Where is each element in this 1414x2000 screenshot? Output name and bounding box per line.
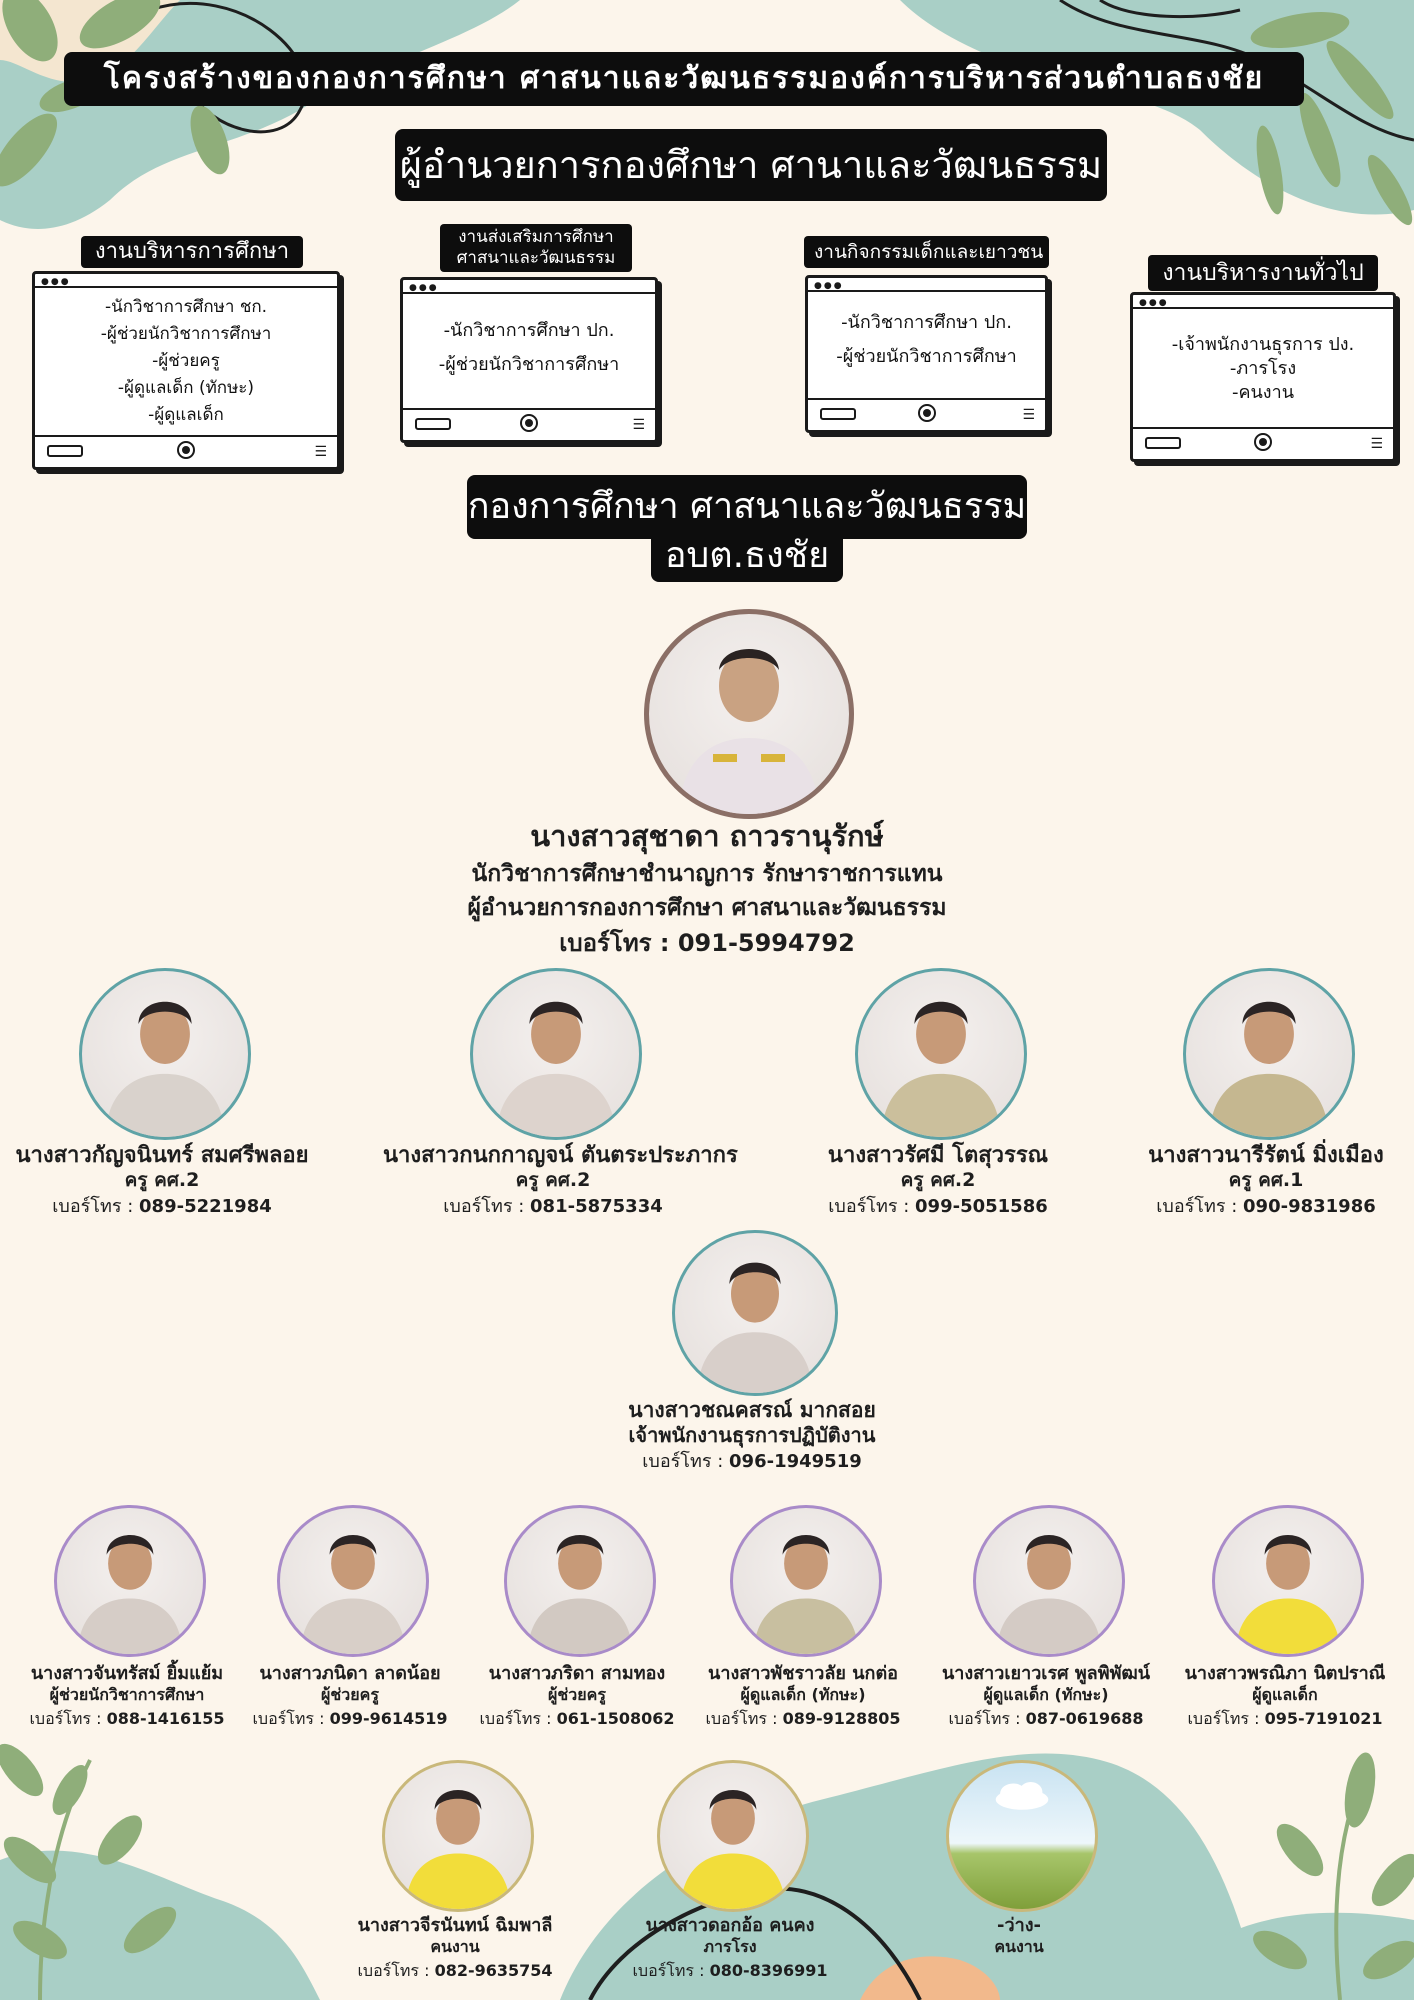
person-silhouette-icon	[473, 971, 639, 1137]
staff-name: นางสาวนารีรัตน์ มิ่งเมือง	[1148, 1143, 1384, 1168]
section-card-youth-activities: ●●● -นักวิชาการศึกษา ปก. -ผู้ช่วยนักวิชาการศึกษา ☰	[805, 275, 1048, 433]
section-line: -ผู้ดูแลเด็ก (ทักษะ)	[117, 378, 255, 398]
person-silhouette-icon	[649, 614, 849, 814]
director-phone	[407, 926, 1007, 960]
section-label: งานส่งเสริมการศึกษา ศาสนาและวัฒนธรรม	[440, 224, 632, 272]
staff-role: ผู้ช่วยครู	[548, 1685, 606, 1704]
section-label: งานกิจกรรมเด็กและเยาวชน	[804, 236, 1049, 268]
staff-role: ผู้ช่วยครู	[321, 1685, 379, 1704]
staff-photo	[470, 968, 642, 1140]
phone-label: เบอร์โทร :	[642, 1451, 724, 1472]
staff-name: นางสาวพัชราวลัย นกต่อ	[708, 1663, 898, 1684]
phone-label: เบอร์โทร :	[559, 929, 670, 957]
staff-role: ผู้ช่วยนักวิชาการศึกษา	[49, 1685, 205, 1704]
staff-role: ครู คศ.2	[124, 1169, 200, 1191]
phone-number: 082-9635754	[434, 1961, 553, 1980]
phone-label: เบอร์โทร :	[252, 1709, 325, 1728]
staff-name: นางสาวกนกกาญจน์ ตันตระประภากร	[383, 1143, 738, 1168]
staff-phone	[459, 1708, 695, 1730]
section-line: -คนงาน	[1231, 382, 1295, 403]
director-role: นักวิชาการศึกษาชำนาญการ รักษาราชการแทน	[471, 861, 943, 887]
phone-number: 089-5221984	[139, 1196, 272, 1217]
staff-role: ครู คศ.1	[1228, 1169, 1304, 1191]
section-label: งานบริหารงานทั่วไป	[1148, 255, 1378, 291]
staff-role: เจ้าพนักงานธุรการปฏิบัติงาน	[628, 1423, 876, 1447]
phone-label: เบอร์โทร :	[29, 1709, 102, 1728]
page-title: โครงสร้างของกองการศึกษา ศาสนาและวัฒนธรรมองค์การบริหารส่วนตำบลธงชัย	[64, 52, 1304, 106]
person-silhouette-icon	[976, 1508, 1122, 1654]
staff-phone	[337, 1960, 573, 1982]
division-title-sub: อบต.ธงชัย	[651, 532, 843, 582]
phone-label: เบอร์โทร :	[479, 1709, 552, 1728]
person-silhouette-icon	[660, 1763, 806, 1909]
staff-photo	[54, 1505, 206, 1657]
phone-number: 091-5994792	[677, 929, 855, 957]
staff-name: นางสาวดอกอ้อ คนคง	[645, 1915, 815, 1936]
section-line: -ผู้ช่วยนักวิชาการศึกษา	[100, 324, 272, 344]
person-silhouette-icon	[280, 1508, 426, 1654]
staff-role: คนงาน	[430, 1937, 480, 1956]
staff-phone	[232, 1708, 468, 1730]
staff-role: คนงาน	[994, 1937, 1044, 1956]
staff-photo	[1212, 1505, 1364, 1657]
staff-phone	[572, 1450, 932, 1474]
staff-phone	[768, 1195, 1108, 1219]
person-silhouette-icon	[385, 1763, 531, 1909]
section-card-general-admin: ●●● -เจ้าพนักงานธุรการ ปง. -ภารโรง -คนงาน ☰	[1130, 292, 1396, 462]
section-line: -เจ้าพนักงานธุรการ ปง.	[1171, 334, 1355, 355]
section-line: -ภารโรง	[1229, 358, 1297, 379]
director-role: ผู้อำนวยการกองการศึกษา ศาสนาและวัฒนธรรม	[467, 895, 947, 921]
staff-name: นางสาวภนิดา ลาดน้อย	[259, 1663, 441, 1684]
staff-phone	[685, 1708, 921, 1730]
staff-phone	[9, 1708, 245, 1730]
staff-name: นางสาวภริดา สามทอง	[488, 1663, 666, 1684]
phone-number: 088-1416155	[106, 1709, 225, 1728]
staff-phone	[1096, 1195, 1414, 1219]
phone-number: 095-7191021	[1264, 1709, 1383, 1728]
phone-number: 061-1508062	[556, 1709, 675, 1728]
staff-role: ครู คศ.2	[900, 1169, 976, 1191]
staff-role: ผู้ดูแลเด็ก	[1252, 1685, 1318, 1704]
person-silhouette-icon	[82, 971, 248, 1137]
phone-label: เบอร์โทร :	[443, 1196, 525, 1217]
section-line: -ผู้ช่วยนักวิชาการศึกษา	[836, 346, 1017, 367]
phone-label: เบอร์โทร :	[1187, 1709, 1260, 1728]
cloud-icon	[949, 1763, 1095, 1909]
staff-phone	[1167, 1708, 1403, 1730]
staff-photo	[657, 1760, 809, 1912]
person-silhouette-icon	[1215, 1508, 1361, 1654]
section-line: -นักวิชาการศึกษา ปก.	[841, 312, 1012, 333]
staff-name: นางสาวรัศมี โตสุวรรณ	[827, 1143, 1049, 1168]
phone-label: เบอร์โทร :	[357, 1961, 430, 1980]
phone-number: 087-0619688	[1025, 1709, 1144, 1728]
staff-photo	[946, 1760, 1098, 1912]
director-photo	[644, 609, 854, 819]
person-silhouette-icon	[675, 1233, 835, 1393]
staff-phone	[0, 1195, 332, 1219]
phone-number: 096-1949519	[729, 1451, 862, 1472]
section-line: -ผู้ช่วยครู	[152, 351, 220, 371]
staff-photo	[382, 1760, 534, 1912]
staff-name: นางสาวจันทรัสม์ ยิ้มแย้ม	[30, 1663, 224, 1684]
phone-label: เบอร์โทร :	[828, 1196, 910, 1217]
staff-role: ครู คศ.2	[515, 1169, 591, 1191]
phone-number: 099-5051586	[915, 1196, 1048, 1217]
staff-photo	[1183, 968, 1355, 1140]
staff-photo	[672, 1230, 838, 1396]
staff-role: ผู้ดูแลเด็ก (ทักษะ)	[983, 1685, 1109, 1704]
phone-label: เบอร์โทร :	[948, 1709, 1021, 1728]
person-silhouette-icon	[733, 1508, 879, 1654]
staff-photo	[277, 1505, 429, 1657]
phone-label: เบอร์โทร :	[705, 1709, 778, 1728]
staff-photo	[79, 968, 251, 1140]
phone-number: 081-5875334	[530, 1196, 663, 1217]
section-line: -นักวิชาการศึกษา ปก.	[443, 320, 615, 341]
staff-name: -ว่าง-	[997, 1915, 1041, 1936]
section-card-education-promotion: ●●● -นักวิชาการศึกษา ปก. -ผู้ช่วยนักวิชาการศึกษา ☰	[400, 277, 658, 443]
section-line: -ผู้ดูแลเด็ก	[148, 405, 224, 425]
staff-phone	[928, 1708, 1164, 1730]
section-label: งานบริหารการศึกษา	[81, 236, 303, 268]
person-silhouette-icon	[57, 1508, 203, 1654]
director-position-title: ผู้อำนวยการกองศึกษา ศานาและวัฒนธรรม	[395, 129, 1107, 201]
staff-photo	[504, 1505, 656, 1657]
staff-name: นางสาวพรณิภา นิตปราณี	[1184, 1663, 1386, 1684]
phone-number: 090-9831986	[1243, 1196, 1376, 1217]
section-line: -นักวิชาการศึกษา ชก.	[104, 297, 268, 317]
staff-photo	[973, 1505, 1125, 1657]
staff-name: นางสาวเยาวเรศ พูลพิพัฒน์	[941, 1663, 1151, 1684]
staff-name: นางสาวจีรนันทน์ ฉิมพาลี	[357, 1915, 553, 1936]
staff-name: นางสาวชณคสรณ์ มากสอย	[628, 1398, 876, 1422]
staff-photo	[855, 968, 1027, 1140]
person-silhouette-icon	[858, 971, 1024, 1137]
staff-name: นางสาวกัญจนินทร์ สมศรีพลอย	[15, 1143, 309, 1168]
phone-number: 089-9128805	[782, 1709, 901, 1728]
phone-label: เบอร์โทร :	[52, 1196, 134, 1217]
staff-phone	[383, 1195, 723, 1219]
phone-label: เบอร์โทร :	[632, 1961, 705, 1980]
staff-role: ภารโรง	[703, 1937, 757, 1956]
staff-phone	[612, 1960, 848, 1982]
division-title: กองการศึกษา ศาสนาและวัฒนธรรม	[467, 475, 1027, 539]
section-line: -ผู้ช่วยนักวิชาการศึกษา	[438, 354, 620, 375]
person-silhouette-icon	[1186, 971, 1352, 1137]
phone-number: 099-9614519	[329, 1709, 448, 1728]
staff-photo	[730, 1505, 882, 1657]
person-silhouette-icon	[507, 1508, 653, 1654]
director-name: นางสาวสุชาดา ถาวรานุรักษ์	[530, 819, 884, 853]
staff-role: ผู้ดูแลเด็ก (ทักษะ)	[740, 1685, 866, 1704]
phone-number: 080-8396991	[709, 1961, 828, 1980]
section-card-education-admin: ●●● -นักวิชาการศึกษา ชก. -ผู้ช่วยนักวิชาการศึกษา -ผู้ช่วยครู -ผู้ดูแลเด็ก (ทักษะ) -ผู้ดูแลเด็ก ☰	[32, 271, 340, 470]
phone-label: เบอร์โทร :	[1156, 1196, 1238, 1217]
